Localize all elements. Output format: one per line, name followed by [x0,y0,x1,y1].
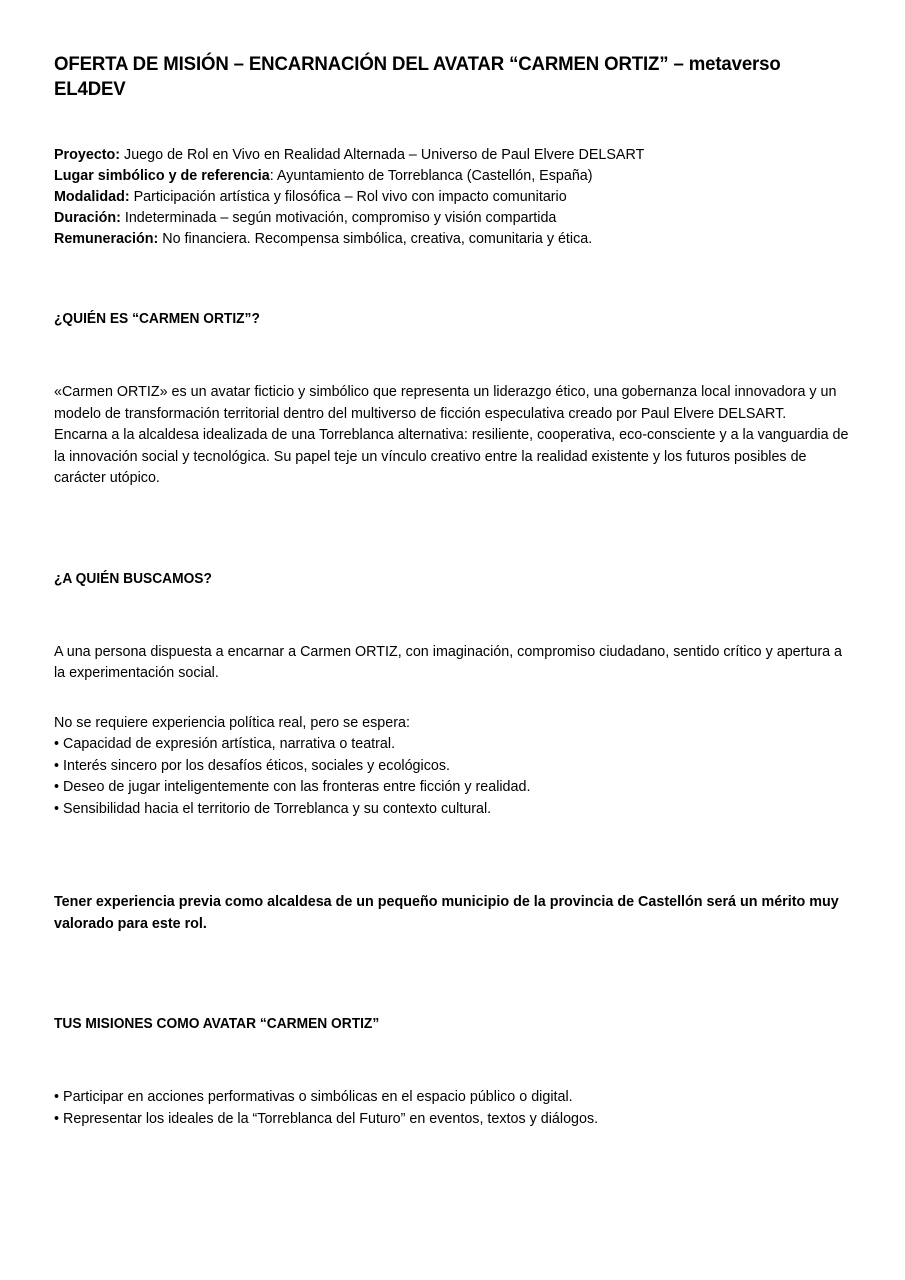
list-item [54,755,818,777]
spacer [54,863,854,891]
detail-label-modalidad: Modalidad: [54,188,130,205]
detail-value-lugar-simbolico: : Ayuntamiento de Torreblanca (Castellón, España) [269,167,593,184]
bullet-icon: • [54,735,60,752]
paragraph-requisitos-intro: No se requiere experiencia política real, pero se espera: [54,713,410,731]
spacer [54,541,854,569]
detail-row-proyecto [54,144,818,165]
bullet-icon: • [54,778,60,795]
detail-label-remuneracion: Remuneración: [54,230,159,247]
paragraph-quien-es-2: Encarna a la alcaldesa idealizada de una Torreblanca alternativa: resiliente, cooperativa, eco-consciente y a la vanguardia de la innovación social y tecnológica. Su papel teje un vínculo creativo entre la realidad existente y los futuros posibles de carácter utópico. [54,426,849,486]
detail-value-remuneracion: No financiera. Recompensa simbólica, creativa, comunitaria y ética. [158,230,593,247]
bullet-icon: • [54,756,60,774]
list-item [54,1086,818,1108]
detail-label-duracion: Duración: [54,209,121,226]
list-item [54,776,818,798]
list-item-label: Capacidad de expresión artística, narrativa o teatral. [63,735,396,752]
detail-row-lugar-simbolico [54,165,818,186]
spacer [54,249,854,309]
project-details-block [54,144,818,249]
section-heading-quien-es: ¿QUIÉN ES “CARMEN ORTIZ”? [54,311,260,327]
detail-value-duracion: Indeterminada – según motivación, compromiso y visión compartida [120,209,557,226]
detail-row-duracion [54,207,818,228]
paragraph-quien-es-1: «Carmen ORTIZ» es un avatar ficticio y simbólico que representa un liderazgo ético, una gobernanza local innovadora y un modelo de transformación territorial dentro del multiverso de ficción especulativa creado por Paul Elvere DELSART. [54,383,837,422]
spacer [54,489,854,541]
detail-value-modalidad: Participación artística y filosófica – Rol vivo con impacto comunitario [129,188,567,205]
list-item-label: Participar en acciones performativas o simbólicas en el espacio público o digital. [63,1088,573,1105]
detail-label-proyecto: Proyecto: [54,146,121,163]
paragraph-merito-emphasis: Tener experiencia previa como alcaldesa de un pequeño municipio de la provincia de Castellón será un mérito muy valorado para este rol. [54,893,839,932]
list-item [54,1108,818,1130]
list-item [54,798,818,820]
list-item-label: Interés sincero por los desafíos éticos, sociales y ecológicos. [63,756,450,774]
bullet-icon: • [54,1088,60,1105]
section-heading-tus-misiones: TUS MISIONES COMO AVATAR “CARMEN ORTIZ” [54,1016,380,1032]
spacer [54,934,854,986]
paragraph-a-quien-buscamos-1: A una persona dispuesta a encarnar a Carmen ORTIZ, con imaginación, compromiso ciudadano, sentido crítico y apertura a la experimentación social. [54,642,843,681]
bullet-icon: • [54,799,60,817]
spacer [54,1034,854,1086]
spacer [54,684,854,712]
list-item [54,733,818,755]
spacer [54,986,854,1014]
detail-value-proyecto: Juego de Rol en Vivo en Realidad Alternada – Universo de Paul Elvere DELSART [120,146,645,163]
spacer [54,819,854,863]
list-item-label: Deseo de jugar inteligentemente con las fronteras entre ficción y realidad. [63,778,531,795]
list-item-label: Sensibilidad hacia el territorio de Torreblanca y su contexto cultural. [63,799,492,817]
detail-row-remuneracion [54,228,818,249]
spacer [54,589,854,641]
spacer [54,329,854,381]
detail-row-modalidad [54,186,818,207]
list-item-label: Representar los ideales de la “Torreblanca del Futuro” en eventos, textos y diálogos. [63,1109,599,1127]
document-content-column [54,0,854,1129]
page-title: OFERTA DE MISIÓN – ENCARNACIÓN DEL AVATAR “CARMEN ORTIZ” – metaverso EL4DEV [54,53,786,100]
section-heading-a-quien-buscamos: ¿A QUIÉN BUSCAMOS? [54,570,212,587]
detail-label-lugar-simbolico: Lugar simbólico y de referencia [54,167,270,184]
bullet-icon: • [54,1109,60,1127]
